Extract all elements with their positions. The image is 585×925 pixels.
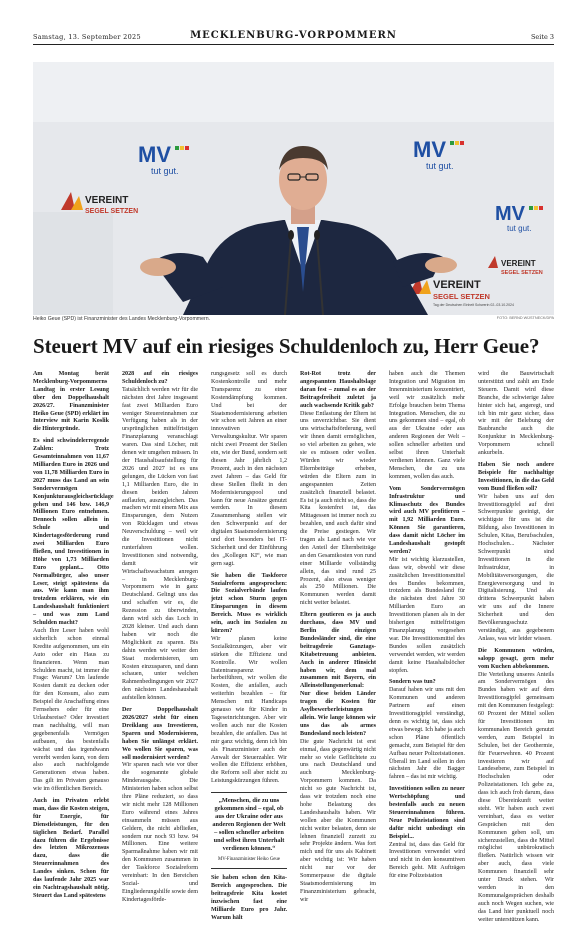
- svg-text:MV: MV: [495, 203, 525, 225]
- answer-1: Auch Ihre Leser haben wohl sicherlich schon einmal Kredite aufgenommen, um ein Auto oder ein Haus zu finanzieren. Wenn man Schulden macht, ist immer die Frage: Warum? Um laufende Kosten damit zu decken oder für den Konsum, also zum Beispiel die Anschaffung eines Fernsehers oder für eine Urlaubsreise? Oder investiert man nachhaltig, will man gegebenenfalls Vermögen aufbauen, das bestenfalls wächst und das irgendwann vererbt werden kann, von dem also auch nachfolgende Generationen etwas haben. Das gilt im Privaten genauso wie im öffentlichen Bereich.: [33, 628, 109, 793]
- question-5-text: Sie haben schon den Kita-Bereich angesprochen. Die beitragsfreie Kita kostet inzwischen fast eine Milliarde Euro pro Jahr. Warum hält: [211, 875, 287, 921]
- question-1: [33, 438, 114, 628]
- answer-4: Wir planen keine Sozialkürzungen, aber wir stärken die Effizienz und Kontrolle. Wir wollen Datentransparenz herbeiführen, wir wollen die Kosten, die anfallen, auch weiterhin bezahlen – für Menschen mit Handicaps genauso wie für Kinder in Tageseinrichtungen. Aber wir wollen auch nur die Kosten bezahlen, die anfallen. Das ist mir ganz wichtig, denn ich bin als Finanzminister auch der Anwalt der Steuerzahler. Wir wollen die Effizienz erhöhen, die Reform soll aber nicht zu Leistungskürzungen führen.: [211, 635, 287, 785]
- answer-10: Wir haben uns auf den Investitionsgipfel auf drei Schwerpunkte geeinigt, der wichtigste für uns ist die Bildung, also Investitionen in Schulen, Kitas, Berufsschulen, Hochschulen... Nächster Schwerpunkt sind Investitionen in die Infrastruktur, in Mobilitätsversorgungen, die Energieversorgung und in Digitalisierung. Und als drittens Schwerpunkt haben wir uns auf die Innere Sicherheit und den Bevölkerungsschutz verständigt, aus gegebenem Anlass, was wir leider wissen.: [478, 493, 554, 642]
- svg-text:tut gut.: tut gut.: [426, 161, 454, 171]
- question-2-continued: [122, 371, 198, 387]
- svg-text:tut gut.: tut gut.: [151, 166, 179, 176]
- question-6-text: Eltern goutieren es ja auch durchaus, dass MV und Berlin die einzigen Bundesländer sind, die eine beitragsfreie Ganztags-Kitabetreuung anbieten. Auch in anderer Hinsicht haben wir, dem mal zusammen mit Bayern, ein Alleinstellungsmerkmal: Nur diese beiden Länder tragen die Kosten für Asylbewerberleistungen allein. Wie lange können wir uns das als armes Bundesland noch leisten?: [300, 612, 376, 737]
- answer-6-continued: haben auch die Themen Integration und Migration im Innenministerium konzentriert, weil wir zusätzlich mehr Erfolge brauchen beim Thema Integration. Menschen, die zu uns gekommen sind – egal, ob aus der Ukraine oder aus anderen Regionen der Welt – sollen schneller arbeiten und selbst ihren Unterhalt verdienen können. Ganz viele Menschen, die zu uns kommen, wollen das auch.: [389, 371, 465, 480]
- photo-credit: FOTO: BERND WÜSTNECK/DPA: [496, 316, 554, 320]
- svg-text:SEGEL SETZEN: SEGEL SETZEN: [501, 270, 543, 276]
- answer-5: Diese Entlastung der Eltern ist uns unverzichtbar. Sie dient uns wirtschaftsförderung, weil wir ihnen damit ermöglichen, so viel arbeiten zu gehen, wie sie es müssen oder wollen. Würden wir wieder Elternbeiträge erheben, würden die Eltern zum in angespannten Zeiten zusätzlich finanziell belastet. Es ist ja auch nicht so, dass die Kita kostenfrei ist, das Mittagessen ist immer noch zu bezahlen, und auch dafür sind die Preise gestiegen. Wir tragen als Land nach wie vor den Anteil der Elternbeiträge an den Gesamtkosten von rund einer Milliarde vollständig allein, das sind rund 25 Prozent, also etwas weniger als 250 Millionen. Die Kommunen werden damit nicht weiter belastet.: [300, 410, 376, 607]
- column-4: [300, 371, 376, 905]
- column-6: [478, 371, 554, 925]
- article-body: [33, 371, 554, 923]
- question-2-text: Auch im Privaten erlebt man, dass die Kosten steigen, für Energie, für Dienstleistungen, für den täglichen Bedarf. Parallel dazu führen die Ergebnisse des letzten Mikrozensus dazu, dass die Steuereinnahmen des Landes sinken. Schon für das laufende Jahr 2025 war ein Nachtragshaushalt nötig. Steuert das Land spätestens: [33, 798, 109, 899]
- photo-illustration: [33, 62, 554, 315]
- answer-11: Die Verteilung unseres Anteils am Sondervermögen des Bundes haben wir auf dem Investitionsgipfel gemeinsam mit den Kommunen festgelegt: 60 Prozent der Mittel sollen für Investitionen im kommunalen Bereich genutzt werden, zum Beispiel in Schulen, bei der Geothermie, für Feuerwehren. 40 Prozent investieren wir auf Landesebene, zum Beispiel in Hochschulen oder Polizeistationen. Ich gebe zu, dass ich auch froh darum, dass diese Übereinkunft weiter steht. Wir haben auch zwei vereinbart, dass es weiter Gesprächen mit den Kommunen geben soll, um sicherzustellen, dass die Mittel möglichst unbürokratisch fließen. Natürlich wissen wir aber auch, dass viele Kommunen finanziell sehr unter Druck stehen. Wir werden in den Kommunalgesprächen deshalb auch noch Wegen suchen, wie das Land hier punktuell noch weiter unterstützen kann.: [478, 671, 554, 923]
- pull-quote-text: „Menschen, die zu uns gekommen sind – egal, ob aus der Ukraine oder aus anderen Regionen der Welt – sollen schneller arbeiten und selbst ihren Unterhalt verdienen können.“: [212, 797, 286, 853]
- question-11: [478, 648, 554, 672]
- question-9: [389, 786, 465, 841]
- question-6: [300, 612, 376, 739]
- svg-text:SEGEL SETZEN: SEGEL SETZEN: [85, 208, 139, 215]
- answer-3: Wir sparen nach wie vor über die sogenannte globale Minderausgabe. Die Ministerien haben schon selbst ihre Pläne reduziert, so dass wir nicht mehr 128 Millionen Euro während eines Jahres einsammeln müssen aus Geldern, die nicht abfließen, sondern nur noch 93 bzw. 94 Millionen. Eine weitere Sparmaßnahme haben wir mit den Kommunen zusammen in der Taskforce Sozialreform vereinbart: In den Bereichen Sozial- und Eingliederungshilfe sowie dem Kindertagesförde-: [122, 762, 198, 903]
- answer-9-continued: wird die Bauwirtschaft unterstützt und zahlt am Ende Steuern. Damit wird diese Branche, die schwierige Jahre hinter sich hat, angeregt, und ich bin mir ganz sicher, dass wir mit der Belebung der Baubranche auch die Konjunktur in Mecklenburg-Vorpommern schnell ankurbeln.: [478, 371, 554, 457]
- svg-text:tut gut.: tut gut.: [507, 224, 532, 233]
- question-4-text: Sie haben die Taskforce Sozialreform angesprochen: Die Sozialverbände laufen jetzt schon Sturm gegen Einsparungen in diesem Bereich. Muss es wirklich sein, auch im Sozialen zu kürzen?: [211, 572, 287, 634]
- answer-7: Mir ist wichtig klarzustellen, dass wir, obwohl wir diese zusätzlichen Investitionsmittel des Bundes bekommen, trotzdem als Bundesland für die nächsten drei Jahre 30 Milliarden Euro an Investitionen planen als in der bisherigen mittelfristigen Finanzplanung vorgesehen war. Die Investitionsmittel des Bundes sollen zusätzlich verwendet werden, wir werden damit keine Haushaltslöcher stopfen.: [389, 556, 465, 674]
- column-3: [211, 371, 287, 923]
- svg-text:VEREINT: VEREINT: [433, 279, 481, 291]
- question-10-text: Haben Sie noch andere Beispiele für nachhaltige Investitionen, in die das Geld vom Bund fließen soll?: [478, 461, 554, 492]
- pull-quote-source: MV-Finanzminister Heiko Geue: [218, 857, 280, 863]
- page-number: Seite 3: [530, 33, 554, 41]
- svg-text:VEREINT: VEREINT: [501, 259, 536, 268]
- question-2-cont-text: 2028 auf ein riesiges Schuldenloch zu?: [122, 371, 198, 385]
- question-11-text: Die Kommunen würden, salopp gesagt, gern mehr vom Kuchen abbekommen.: [478, 647, 554, 670]
- answer-9: Zentral ist, dass das Geld für Investitionen verwendet wird und nicht in den konsumtiven Bereich geht. Mit Aufträgen für eine Polizeistation: [389, 841, 465, 880]
- pull-quote: [211, 792, 287, 869]
- question-3-text: Der Doppelhaushalt 2026/2027 steht für einen Dreiklang aus Investieren, Sparen und Modernisieren, haben Sie unlängst erklärt. Wo wollen Sie sparen, was soll modernisiert werden?: [122, 707, 198, 761]
- svg-text:MV: MV: [138, 142, 171, 167]
- answer-6: Die gute Nachricht ist erst einmal, dass gegenwärtig nicht mehr so viele Geflüchtete zu uns nach Deutschland und auch Mecklenburg-Vorpommern kommen. Da nicht so gute Nachricht ist, dass wir trotzdem noch eine hohe Belastung des Landeshaushalts haben. Wir wollen aber die Kommunen nicht weiter belasten, denn sie lehnen finanziell zurzeit zu sehr Projekte ändern. Was fort mich und für uns als Kabinett aber wichtig ist: Wir haben nicht nur vor der Sommerpause die digitale Staatsmodernisierung im Finanzministerium gebracht, wir: [300, 738, 376, 903]
- column-1: [33, 371, 114, 901]
- column-5: [389, 371, 465, 881]
- question-5-continued: [300, 371, 376, 411]
- page-header: [33, 24, 554, 45]
- question-2: [33, 798, 109, 901]
- answer-3-continued: rungsgesetz soll es durch Kostenkontrolle und mehr Transparenz zu einer Kostendämpfung kommen. Und bei der Staatsmodernisierung arbeiten wir schon seit Jahren an einer innovativen Verwaltungskultur. Wir sparen nicht zwei Prozent der Stellen ein, wie der Bund, sondern seit diesen Jahr jährlich 1,2 Prozent, auch in den nächsten zwei Jahren – das Geld für diese Stellen fließt in den Modernisierungspool und kann für neue Ansätze genutzt werden. In diesem Zusammenhang stellen wir den Schwerpunkt auf der digitalen Staatsmodernisierung und dort besonders bei IT-Sicherheit und der Einführung des „Kollegen KI“, wie man gern sagt.: [211, 371, 287, 567]
- question-4: [211, 573, 287, 636]
- column-2: [122, 371, 198, 905]
- question-5-cont-text: Rot-Rot trotz der angespannten Haushaltslage daran fest – zumal es an der Beitragsfreiheit zuletzt ja auch wachsende Kritik gab?: [300, 371, 376, 409]
- svg-text:Tag der Deutschen Einheit Schw: Tag der Deutschen Einheit Schwerin 02.-03.10.2024: [433, 303, 514, 307]
- article-photo: [33, 62, 554, 315]
- question-1-text: Es sind schwindelerregende Zahlen: Trotz Gesamteinnahmen von 11,67 Milliarden Euro in 2026 und von 11,78 Milliarden Euro in 2027 muss das Land an sein Sondervermögen Konjunkturausgleichsrücklage gehen und 146 bzw. 146,9 Millionen Euro entnehmen. Dennoch sollen allein in Schule und Kindertagesförderung rund zwei Milliarden Euro fließen, und Investitionen in Höhe von 1,73 Milliarden Euro geplant... Otto Normalbürger, also unser Leser, steigt spätestens da aus. Wie kann man ihm trotzdem erklären, wie ein Landeshaushalt funktioniert – und was zum Land Schulden macht?: [33, 438, 114, 627]
- svg-text:MV: MV: [413, 137, 446, 162]
- answer-8: Darauf haben wir uns mit den Kommunen und anderen Partnern auf einen Investitionsgipfel verständigt, denn es wichtig ist, dass sich etwas bewegt. Ich habe ja auch schon Pläne öffentlich gemacht, zum Beispiel für den Aufbau neuer Polizeistationen. Überall im Land sollen in den nächsten Jahr die Bagger fahren – das ist mir wichtig.: [389, 687, 465, 781]
- question-7: [389, 486, 465, 557]
- question-7-text: Vom Sondervermögen Infrastruktur und Klimaschutz des Bundes wird auch MV profitieren – mit 1,92 Milliarden Euro. Können Sie garantieren, dass damit nicht Löcher im Landeshaushalt gestopft werden?: [389, 485, 465, 555]
- question-9-text: Investitionen sollen zu neuer Wertschöpfung und bestenfalls auch zu neuen Steuereinnahmen führen. Neue Polizeistationen sind dafür nicht unbedingt ein Beispiel...: [389, 786, 465, 840]
- lead-text: Am Montag berät Mecklenburg-Vorpommerns Landtag in erster Lesung über den Doppelhaushalt 2026/27. Finanzminister Heiko Geue (SPD) erklärt im Interview mit Karin Koslik die Hintergründe.: [33, 371, 109, 433]
- question-8-text: Sondern was tun?: [389, 679, 436, 686]
- article-headline: Steuert MV auf ein riesiges Schuldenloch zu, Herr Geue?: [33, 334, 540, 358]
- answer-2: Tatsächlich werden wir für die nächsten drei Jahre insgesamt fast zwei Milliarden Euro weniger Steuereinnahmen zur Verfügung haben als in der ursprünglichen mittelfristigen Finanzplanung veranschlagt waren. Das sind Löcher, mit denen wir umgehen müssen. In der Haushaltsaufstellung für 2026 und 2027 ist es uns gelungen, die Lücken von fast 1,1 Milliarden Euro, die in diesen beiden Jahren auflaufen, auszugleichen. Das machen wir mit einem Mix aus Einsparungen, dem Nutzen von Rücklagen und etwas Neuverschuldung – weil wir die Investitionen nicht runterfahren wollen. Investitionen sind notwendig, damit wir Wirtschaftswachstum anregen – in Mecklenburg-Vorpommern wie in ganz Deutschland. Gelingt uns das und schaffen wir es, die Rezession zu überwinden, dann wird sich das Loch in 2028 kleiner. Und auch dann haben wir noch die Möglichkeit zu sparen. Bis dahin werden wir weiter den Staat modernisieren, um Kosten einzusparen, und dann schauen, unter welchen Rahmenbedingungen wir 2027 den nächsten Landeshaushalt aufstellen können.: [122, 386, 198, 702]
- issue-date: Samstag, 13. September 2025: [33, 33, 141, 41]
- photo-caption: [33, 316, 554, 322]
- question-10: [478, 462, 554, 494]
- lead-paragraph: [33, 371, 109, 434]
- section-title: MECKLENBURG-VORPOMMERN: [190, 30, 397, 41]
- question-5: [211, 875, 287, 922]
- svg-text:VEREINT: VEREINT: [85, 195, 129, 206]
- svg-text:SEGEL SETZEN: SEGEL SETZEN: [433, 292, 490, 301]
- caption-text: Heiko Geue (SPD) ist Finanzminister des Landes Mecklenburg-Vorpommern.: [33, 316, 211, 322]
- question-3: [122, 707, 198, 762]
